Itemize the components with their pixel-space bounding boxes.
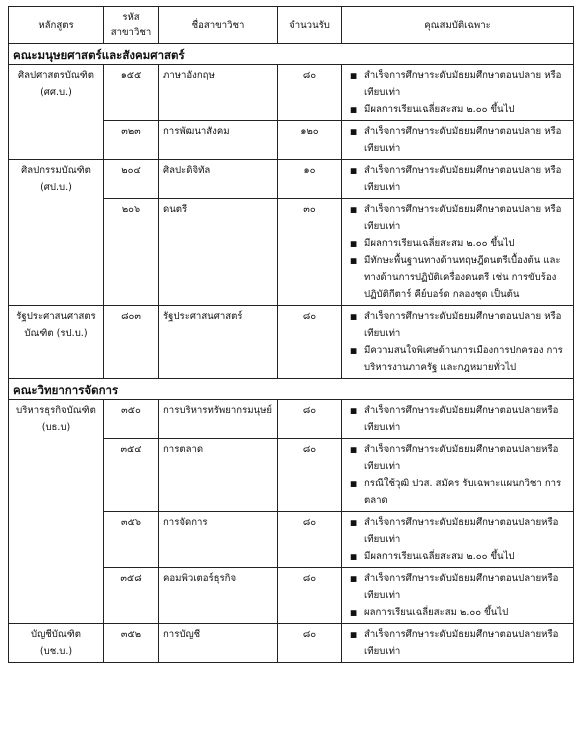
requirement-item: ■ สำเร็จการศึกษาระดับมัธยมศึกษาตอนปลาย หรือเทียบเท่า bbox=[364, 123, 569, 157]
table-row bbox=[9, 306, 574, 379]
major-code: ๘๐๓ bbox=[104, 306, 159, 379]
requirement-item: ■ สำเร็จการศึกษาระดับมัธยมศึกษาตอนปลาย หรือเทียบเท่า bbox=[364, 201, 569, 235]
major-name: ดนตรี bbox=[159, 199, 278, 306]
major-seats: ๘๐ bbox=[278, 65, 342, 121]
major-seats: ๘๐ bbox=[278, 400, 342, 439]
major-name: ภาษาอังกฤษ bbox=[159, 65, 278, 121]
major-name: ศิลปะดิจิทัล bbox=[159, 160, 278, 199]
table-row bbox=[9, 160, 574, 199]
major-seats: ๓๐ bbox=[278, 199, 342, 306]
faculty-title: คณะมนุษยศาสตร์และสังคมศาสตร์ bbox=[9, 44, 574, 65]
requirements-list bbox=[346, 626, 569, 660]
requirements-cell bbox=[342, 306, 574, 379]
requirements-list bbox=[346, 67, 569, 118]
table-row bbox=[9, 400, 574, 439]
requirements-list bbox=[346, 570, 569, 621]
major-code: ๒๐๖ bbox=[104, 199, 159, 306]
requirement-item: ■ สำเร็จการศึกษาระดับมัธยมศึกษาตอนปลายหรือ เทียบเท่า bbox=[364, 402, 569, 436]
table-row bbox=[9, 624, 574, 663]
requirements-list bbox=[346, 402, 569, 436]
major-name: คอมพิวเตอร์ธุรกิจ bbox=[159, 568, 278, 624]
major-code: ๓๕๒ bbox=[104, 624, 159, 663]
faculty-title: คณะวิทยาการจัดการ bbox=[9, 379, 574, 400]
requirements-list bbox=[346, 441, 569, 509]
requirements-list bbox=[346, 514, 569, 565]
program-name: บัญชีบัณฑิต (บช.บ.) bbox=[9, 624, 104, 663]
requirement-item: ■ มีความสนใจพิเศษด้านการเมืองการปกครอง การบริหารงานภาครัฐ และกฎหมายทั่วไป bbox=[364, 342, 569, 376]
header-name: ชื่อสาขาวิชา bbox=[159, 7, 278, 44]
major-name: รัฐประศาสนศาสตร์ bbox=[159, 306, 278, 379]
major-code: ๒๐๔ bbox=[104, 160, 159, 199]
requirement-item: ■ สำเร็จการศึกษาระดับมัธยมศึกษาตอนปลาย หรือเทียบเท่า bbox=[364, 67, 569, 101]
requirements-cell bbox=[342, 160, 574, 199]
major-seats: ๘๐ bbox=[278, 512, 342, 568]
requirements-cell bbox=[342, 121, 574, 160]
major-seats: ๘๐ bbox=[278, 306, 342, 379]
requirement-item: ■ มีทักษะพื้นฐานทางด้านทฤษฎีดนตรีเบื้องต้น และทางด้านการปฏิบัติเครื่องดนตรี เช่น การขับร้อง ปฏิบัติกีตาร์ คีย์บอร์ด กลองชุด เป็นต้น bbox=[364, 252, 569, 303]
faculty-row bbox=[9, 44, 574, 65]
major-name: การบัญชี bbox=[159, 624, 278, 663]
major-name: การบริหารทรัพยากรมนุษย์ bbox=[159, 400, 278, 439]
major-name: การตลาด bbox=[159, 439, 278, 512]
requirement-item: ■ สำเร็จการศึกษาระดับมัธยมศึกษาตอนปลาย หรือเทียบเท่า bbox=[364, 308, 569, 342]
requirements-cell bbox=[342, 512, 574, 568]
table-body bbox=[9, 44, 574, 663]
requirements-cell bbox=[342, 400, 574, 439]
major-seats: ๑๒๐ bbox=[278, 121, 342, 160]
requirement-item: ■ มีผลการเรียนเฉลี่ยสะสม ๒.๐๐ ขึ้นไป bbox=[364, 235, 569, 252]
requirements-list bbox=[346, 201, 569, 303]
header-code: รหัส สาขาวิชา bbox=[104, 7, 159, 44]
major-seats: ๑๐ bbox=[278, 160, 342, 199]
requirement-item: ■ มีผลการเรียนเฉลี่ยสะสม ๒.๐๐ ขึ้นไป bbox=[364, 548, 569, 565]
requirement-item: ■ สำเร็จการศึกษาระดับมัธยมศึกษาตอนปลายหรือ เทียบเท่า bbox=[364, 570, 569, 604]
major-code: ๓๕๔ bbox=[104, 439, 159, 512]
requirement-item: ■ สำเร็จการศึกษาระดับมัธยมศึกษาตอนปลาย หรือเทียบเท่า bbox=[364, 162, 569, 196]
header-row bbox=[9, 7, 574, 44]
header-program: หลักสูตร bbox=[9, 7, 104, 44]
requirements-list bbox=[346, 308, 569, 376]
major-code: ๓๕๘ bbox=[104, 568, 159, 624]
requirements-cell bbox=[342, 439, 574, 512]
major-name: การพัฒนาสังคม bbox=[159, 121, 278, 160]
major-seats: ๘๐ bbox=[278, 624, 342, 663]
requirements-list bbox=[346, 162, 569, 196]
major-code: ๓๕๐ bbox=[104, 400, 159, 439]
requirements-cell bbox=[342, 65, 574, 121]
requirement-item: ■ ผลการเรียนเฉลี่ยสะสม ๒.๐๐ ขึ้นไป bbox=[364, 604, 569, 621]
faculty-row bbox=[9, 379, 574, 400]
table-row bbox=[9, 65, 574, 121]
header-seats: จำนวนรับ bbox=[278, 7, 342, 44]
header-requirements: คุณสมบัติเฉพาะ bbox=[342, 7, 574, 44]
major-seats: ๘๐ bbox=[278, 568, 342, 624]
major-seats: ๘๐ bbox=[278, 439, 342, 512]
major-name: การจัดการ bbox=[159, 512, 278, 568]
major-code: ๓๕๖ bbox=[104, 512, 159, 568]
admission-table bbox=[8, 6, 574, 663]
requirement-item: ■ สำเร็จการศึกษาระดับมัธยมศึกษาตอนปลายหรือ เทียบเท่า bbox=[364, 626, 569, 660]
program-name: บริหารธุรกิจบัณฑิต (บธ.บ) bbox=[9, 400, 104, 624]
program-name: รัฐประศาสนศาสตร บัณฑิต (รป.บ.) bbox=[9, 306, 104, 379]
major-code: ๓๒๓ bbox=[104, 121, 159, 160]
program-name: ศิลปกรรมบัณฑิต (ศป.บ.) bbox=[9, 160, 104, 306]
requirement-item: ■ มีผลการเรียนเฉลี่ยสะสม ๒.๐๐ ขึ้นไป bbox=[364, 101, 569, 118]
requirements-cell bbox=[342, 568, 574, 624]
major-code: ๑๕๕ bbox=[104, 65, 159, 121]
requirements-cell bbox=[342, 199, 574, 306]
requirements-cell bbox=[342, 624, 574, 663]
requirement-item: ■ สำเร็จการศึกษาระดับมัธยมศึกษาตอนปลายหรือ เทียบเท่า bbox=[364, 514, 569, 548]
requirements-list bbox=[346, 123, 569, 157]
requirement-item: ■ สำเร็จการศึกษาระดับมัธยมศึกษาตอนปลายหรือ เทียบเท่า bbox=[364, 441, 569, 475]
program-name: ศิลปศาสตรบัณฑิต (ศศ.บ.) bbox=[9, 65, 104, 160]
requirement-item: ■ กรณีใช้วุฒิ ปวส. สมัคร รับเฉพาะแผนกวิชา การตลาด bbox=[364, 475, 569, 509]
